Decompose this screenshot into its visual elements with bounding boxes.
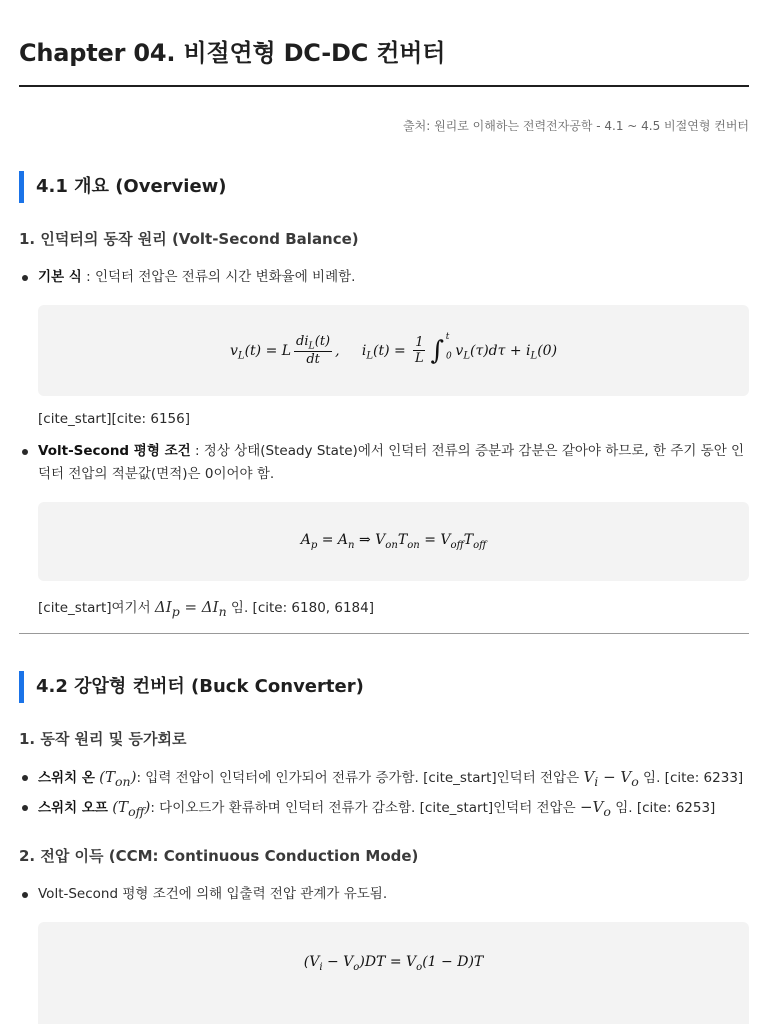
bullet-label: Volt-Second 평형 조건 (38, 443, 191, 459)
subheading-operating-principle: 1. 동작 원리 및 등가회로 (19, 730, 187, 748)
section-heading-4-1: 4.1 개요 (Overview) (19, 171, 227, 203)
bullet-text: : 입력 전압이 인덕터에 인가되어 전류가 증가함. [cite_start]인덕터 전압은 (136, 770, 584, 786)
bullet-dot (22, 449, 28, 455)
subheading-voltage-gain: 2. 전압 이득 (CCM: Continuous Conduction Mode) (19, 847, 419, 865)
citation-prefix: [cite_start]여기서 (38, 600, 155, 616)
bullet-switch-off (19, 796, 749, 823)
citation-6156: [cite_start][cite: 6156] (38, 411, 191, 427)
equation-buck-gain: $(V_i - V_o)DT = V_o(1 - D)T$ (303, 954, 484, 973)
inline-math-t-on: $(T_{on})$ (99, 768, 137, 789)
bullet-text: : 정상 상태(Steady State)에서 인덕터 전류의 증분과 감분은 같아야 하므로, 한 주기 동안 인덕터 전압의 적분값(면적)은 0이어야 함. (38, 443, 745, 482)
bullet-dot (22, 892, 28, 898)
source-note: 출처: 원리로 이해하는 전력전자공학 - 4.1 ~ 4.5 비절연형 컨버터 (403, 119, 749, 133)
bullet-volt-second-derivation (19, 883, 749, 906)
section-divider (19, 633, 749, 634)
inline-math-t-off: $(T_{off})$ (112, 798, 151, 819)
page-title: Chapter 04. 비절연형 DC-DC 컨버터 (19, 39, 446, 67)
bullet-text: : 인덕터 전압은 전류의 시간 변화율에 비례함. (81, 269, 356, 285)
bullet-label: 기본 식 (38, 269, 82, 285)
bullet-text: : 다이오드가 환류하며 인덕터 전류가 감소함. [cite_start]인덕터 전압은 (150, 800, 580, 816)
citation-6180 (38, 596, 374, 619)
bullet-basic-formula (19, 266, 749, 289)
bullet-label: 스위치 온 (38, 770, 95, 786)
inline-math-vi-minus-vo: $V_i - V_o$ (583, 768, 639, 789)
bullet-dot (22, 805, 28, 811)
section-heading-4-2: 4.2 강압형 컨버터 (Buck Converter) (19, 671, 364, 703)
equation-inductor: $v_L(t) = L$ $\frac{di_L(t)}{dt}$ , $i_L(t)$ = $\frac{1}{L}$ ∫ $_0^tv_L(\tau)d\tau + i_L(0)$ (229, 331, 558, 368)
equation-box-balance (38, 502, 749, 581)
subheading-inductor-principle: 1. 인덕터의 동작 원리 (Volt-Second Balance) (19, 230, 359, 248)
bullet-dot (22, 275, 28, 281)
inline-math-delta-i: $\Delta I_p = \Delta I_n$ (154, 598, 227, 619)
bullet-dot (22, 775, 28, 781)
equation-balance: $A_p = A_n$ ⇒ $V_{on}T_{on} = V_{off}T_{off}$ (300, 532, 487, 551)
bullet-label: 스위치 오프 (38, 800, 108, 816)
bullet-volt-second-balance (19, 440, 749, 486)
equation-box-buck-gain (38, 922, 749, 1024)
equation-box-inductor (38, 305, 749, 396)
title-divider (19, 85, 749, 87)
bullet-switch-on (19, 766, 749, 793)
bullet-tail: 임. [cite: 6233] (638, 770, 744, 786)
bullet-tail: 임. [cite: 6253] (610, 800, 716, 816)
inline-math-minus-vo: $-V_o$ (579, 798, 611, 819)
citation-suffix: 임. [cite: 6180, 6184] (226, 600, 374, 616)
bullet-text: Volt-Second 평형 조건에 의해 입출력 전압 관계가 유도됨. (38, 886, 388, 902)
